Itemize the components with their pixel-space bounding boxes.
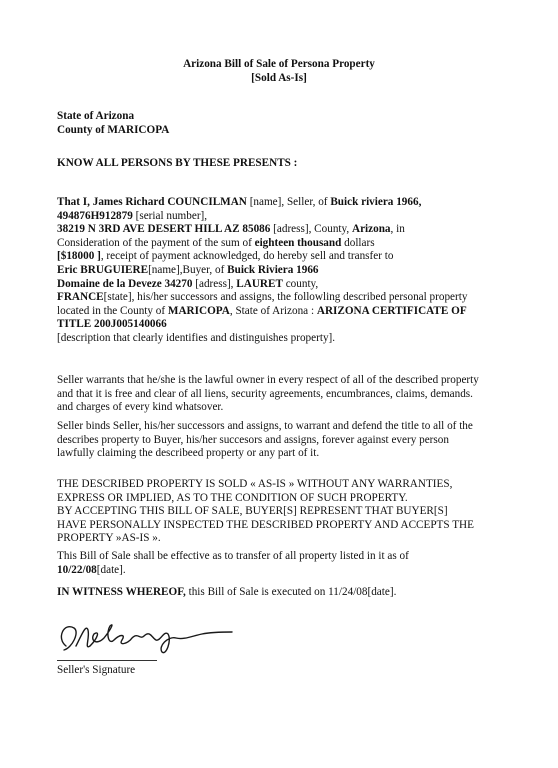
text-span: dollars (341, 236, 375, 249)
as-is-line: HAVE PERSONALLY INSPECTED THE DESCRIBED PROPERTY AND ACCEPTS THE (57, 518, 474, 531)
warranty-line: Seller warrants that he/she is the lawful owner in every respect of all of the described property (57, 374, 479, 386)
state-line: State of Arizona (57, 110, 135, 122)
as-is-line: PROPERTY »AS-IS ». (57, 532, 161, 545)
buyer-city: LAURET (236, 277, 283, 290)
text-span: , receipt of payment acknowledged, do hereby sell and transfer to (100, 250, 394, 263)
signature-icon (52, 616, 252, 662)
buyer-vehicle: Buick Riviera 1966 (227, 263, 319, 276)
text-span: located in the County of (57, 304, 168, 317)
binding-paragraph (57, 420, 514, 461)
buyer-address: Domaine de la Deveze 34270 (57, 277, 193, 290)
text-span: [state], his/her successors and assigns, the followling described personal property (103, 291, 468, 304)
text-span: [serial number], (132, 209, 208, 222)
signature-line (57, 660, 157, 661)
text-span: [date]. (96, 563, 126, 576)
buyer-country: FRANCE (57, 291, 104, 304)
binding-line: Seller binds Seller, his/her successors and assigns, to warrant and defend the title to all of the (57, 420, 473, 432)
as-is-line: THE DESCRIBED PROPERTY IS SOLD « AS-IS » WITHOUT ANY WARRANTIES, (57, 478, 453, 490)
binding-line: describes property to Buyer, his/her succesors and assigns, forever against every person (57, 433, 449, 446)
text-span: [name],Buyer, of (148, 263, 228, 276)
buyer-name: Eric BRUGUIERE (57, 263, 149, 276)
warranty-line: and that it is free and clear of all liens, security agreements, encumbrances, claims, demands. (57, 387, 473, 400)
as-is-line: BY ACCEPTING THIS BILL OF SALE, BUYER[S] REPRESENT THAT BUYER[S] (57, 505, 448, 518)
text-span: Consideration of the payment of the sum of (57, 236, 255, 249)
text-span: [adress], (192, 277, 237, 290)
witness-paragraph (57, 586, 514, 600)
price-amount: [$18000 ] (57, 250, 101, 263)
title-line-2: [Sold As-Is] (251, 71, 307, 84)
signature-label: Seller's Signature (57, 664, 136, 676)
warranty-paragraph (57, 374, 514, 415)
county-line: County of MARICOPA (57, 123, 170, 136)
effective-line: This Bill of Sale shall be effective as to transfer of all property listed in it as of (57, 550, 409, 562)
text-span: this Bill of Sale is executed on 11/24/08[date]. (185, 586, 397, 598)
seller-address: 38219 N 3RD AVE DESERT HILL AZ 85086 (57, 223, 271, 236)
price-words: eighteen thousand (254, 236, 342, 249)
as-is-paragraph (57, 478, 514, 546)
warranty-line: and charges of every kind whatsover. (57, 401, 224, 414)
text-span: county, (282, 277, 319, 290)
effective-paragraph (57, 550, 514, 577)
document-title (0, 58, 558, 85)
description-note: [description that clearly identifies and distinguishes property]. (57, 331, 336, 344)
witness-heading: IN WITNESS WHEREOF, (57, 586, 186, 598)
text-span: [adress], County, (270, 223, 352, 236)
text-span: , in (390, 223, 405, 236)
jurisdiction-block (57, 110, 514, 137)
vehicle-description: Buick riviera 1966, (330, 196, 422, 208)
title-line-1: Arizona Bill of Sale of Persona Property (183, 58, 375, 70)
text-span: [name], Seller, of (246, 196, 331, 208)
text-span: , State of Arizona : (229, 304, 317, 317)
property-county: MARICOPA (167, 304, 230, 317)
serial-number: 494876H912879 (57, 209, 133, 222)
seller-name: That I, James Richard COUNCILMAN (57, 196, 247, 208)
certificate-label: ARIZONA CERTIFICATE OF (316, 304, 467, 317)
seller-county: Arizona (352, 223, 391, 236)
sale-terms-paragraph (57, 196, 514, 346)
as-is-line: EXPRESS OR IMPLIED, AS TO THE CONDITION OF SUCH PROPERTY. (57, 491, 408, 504)
intro-line: KNOW ALL PERSONS BY THESE PRESENTS : (57, 157, 298, 169)
title-number: TITLE 200J005140066 (57, 318, 167, 331)
binding-line: lawfully claiming the describeed property or any part of it. (57, 447, 320, 460)
effective-date: 10/22/08 (57, 563, 97, 576)
